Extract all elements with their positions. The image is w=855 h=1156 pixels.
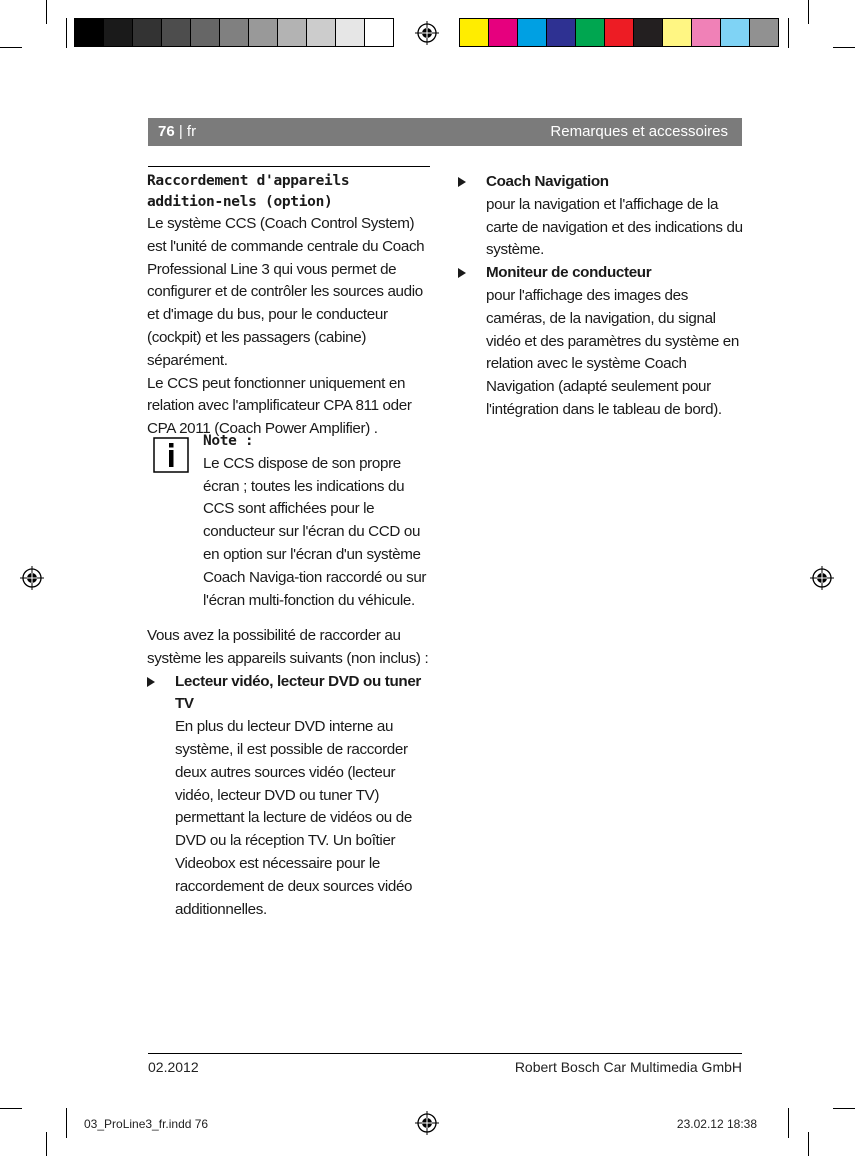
registration-mark-icon [20, 566, 44, 590]
gray-color-bar [74, 18, 394, 47]
registration-mark-icon [415, 1111, 439, 1135]
crop-mark [46, 1132, 47, 1156]
section-rule [148, 166, 430, 167]
arrow-bullet-icon [147, 677, 155, 687]
crop-mark [808, 0, 809, 24]
crop-mark [788, 18, 789, 48]
left-column-lower [147, 625, 432, 921]
color-swatch [103, 18, 133, 47]
list-item-title: Lecteur vidéo, lecteur DVD ou tuner TV [175, 672, 421, 713]
color-swatch [364, 18, 394, 47]
page-number-label [158, 123, 196, 140]
paragraph: Le CCS peut fonctionner uniquement en relation avec l'amplificateur CPA 811 oder CPA 2011 (Coach Power Amplifier) . [147, 374, 412, 438]
crop-mark [833, 1108, 855, 1109]
color-swatch [161, 18, 191, 47]
color-swatch [575, 18, 605, 47]
color-swatch [662, 18, 692, 47]
slug-timestamp: 23.02.12 18:38 [676, 1117, 757, 1131]
info-icon [153, 437, 189, 473]
paragraph: Vous avez la possibilité de raccorder au système les appareils suivants (non inclus) : [147, 627, 429, 667]
crop-mark [788, 1108, 789, 1138]
color-swatch [720, 18, 750, 47]
note-title: Note : [203, 433, 254, 449]
list-item-text: En plus du lecteur DVD interne au système, il est possible de raccorder deux autres sources vidéo (lecteur vidéo, lecteur DVD ou tuner TV) permettant la lecture de vidéos ou de DVD ou la réception TV. Un boîtier Videobox est nécessaire pour le raccordement de deux sources vidéo additionnelles. [175, 718, 413, 918]
color-swatch [74, 18, 104, 47]
color-swatch [132, 18, 162, 47]
page-header [148, 118, 742, 146]
list-item [458, 262, 744, 422]
crop-mark [66, 1108, 67, 1138]
left-column [147, 171, 432, 441]
list-item-text: pour l'affichage des images des caméras, de la navigation, du signal vidéo et des paramètres du système en relation avec le système Coach Navigation (adapté seulement pour l'intégration dans le tableau de bord). [486, 286, 739, 418]
color-swatch [335, 18, 365, 47]
crop-mark [66, 18, 67, 48]
crop-mark [0, 47, 22, 48]
list-item-title: Coach Navigation [486, 173, 609, 190]
color-swatch [517, 18, 547, 47]
arrow-bullet-icon [458, 177, 466, 187]
color-swatch [190, 18, 220, 47]
registration-mark-icon [810, 566, 834, 590]
color-swatch [488, 18, 518, 47]
list-item-title: Moniteur de conducteur [486, 264, 652, 282]
registration-mark-icon [415, 21, 439, 45]
color-swatch [248, 18, 278, 47]
crop-mark [833, 47, 855, 48]
process-color-bar [459, 18, 779, 47]
paragraph: Le système CCS (Coach Control System) est l'unité de commande centrale du Coach Professional Line 3 qui vous permet de configurer et de contrôler les sources audio et d'image du bus, pour le conducteur (cockpit) et les passagers (cabine) séparément. [147, 215, 425, 369]
page-number: 76 [158, 123, 175, 140]
slug-filename: 03_ProLine3_fr.indd 76 [84, 1117, 209, 1131]
right-column [458, 171, 744, 422]
color-swatch [306, 18, 336, 47]
crop-mark [0, 1108, 22, 1109]
color-swatch [691, 18, 721, 47]
crop-mark [808, 1132, 809, 1156]
footer-company: Robert Bosch Car Multimedia GmbH [514, 1059, 742, 1075]
color-swatch [219, 18, 249, 47]
color-swatch [546, 18, 576, 47]
arrow-bullet-icon [458, 268, 466, 278]
list-item [458, 171, 744, 262]
list-item-text: pour la navigation et l'affichage de la carte de navigation et des indications du système. [486, 195, 743, 259]
language-code: | fr [178, 123, 197, 140]
color-swatch [633, 18, 663, 47]
color-swatch [749, 18, 779, 47]
color-swatch [277, 18, 307, 47]
color-swatch [604, 18, 634, 47]
note-box [203, 430, 433, 612]
crop-mark [46, 0, 47, 24]
list-item [147, 671, 432, 922]
color-swatch [459, 18, 489, 47]
section-heading: Raccordement d'appareils addition-nels (option) [147, 173, 350, 210]
note-text: Le CCS dispose de son propre écran ; toutes les indications du CCS sont affichées pour le conducteur sur l'écran du CCD ou en option sur l'écran d'un système Coach Naviga-tion raccordé ou sur l'écran multi-fonction du véhicule. [203, 454, 427, 609]
footer-date: 02.2012 [148, 1059, 199, 1075]
section-title: Remarques et accessoires [550, 123, 728, 140]
footer-rule [148, 1053, 742, 1054]
